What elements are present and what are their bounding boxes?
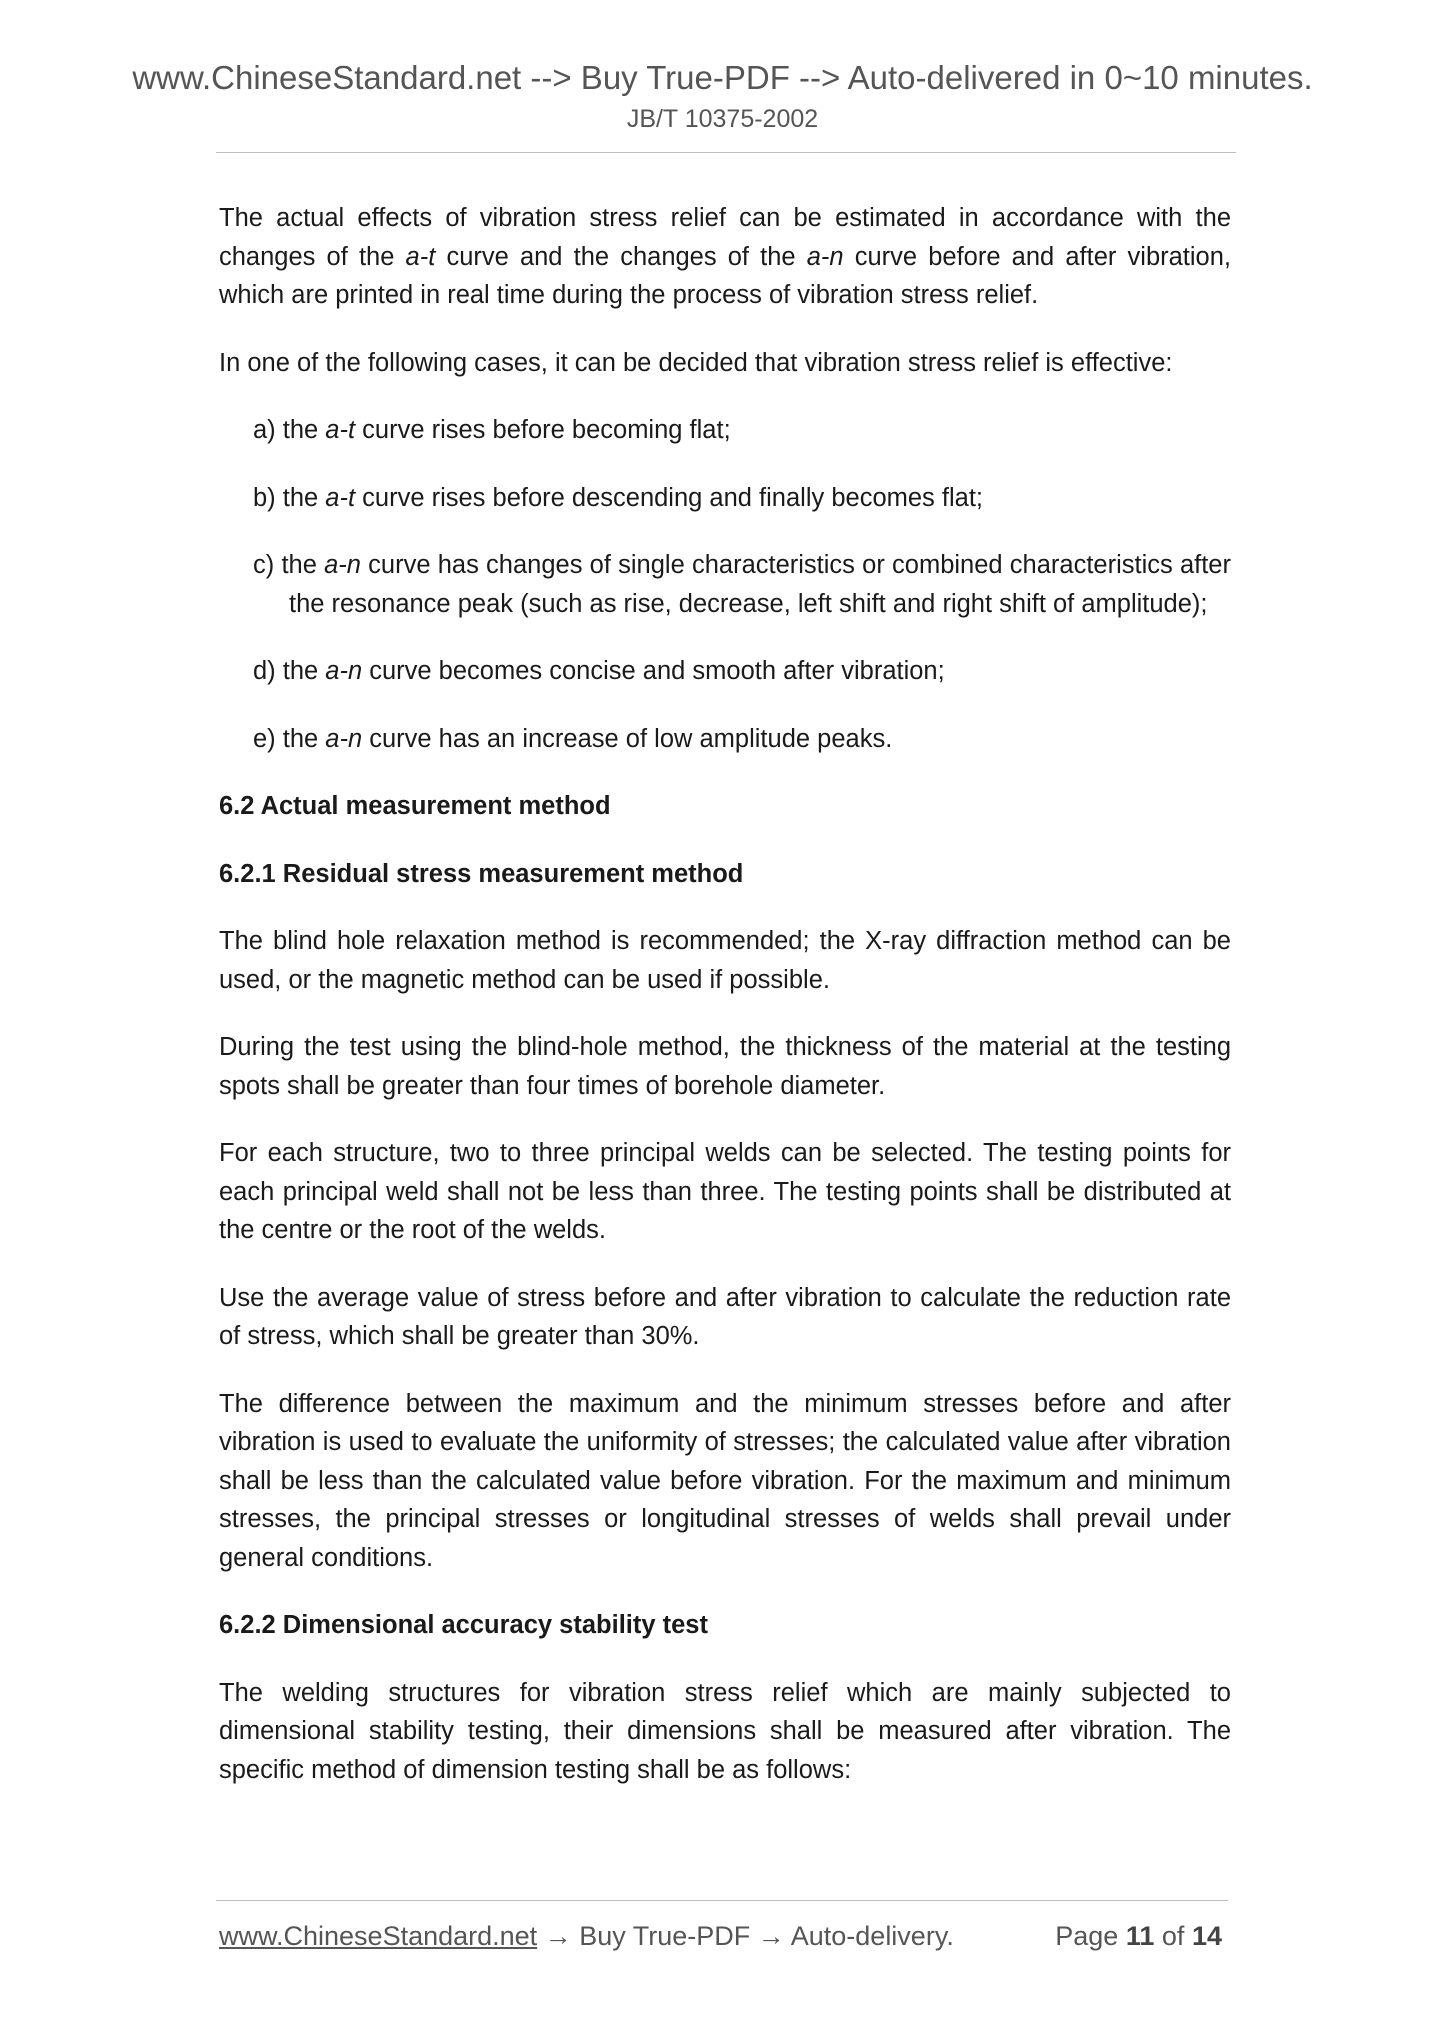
paragraph-principal-welds: For each structure, two to three principal welds can be selected. The testing points for each principal weld shall not be less than three. The testing points shall be distributed at the centre or the root of the welds. — [219, 1139, 1231, 1244]
header-banner: www.ChineseStandard.net --> Buy True-PDF --> Auto-delivered in 0~10 minutes. — [132, 59, 1313, 96]
list-item-prefix: b) the — [253, 483, 326, 512]
paragraph-effective-cases: In one of the following cases, it can be decided that vibration stress relief is effective: — [219, 348, 1173, 377]
italic-curve-term: a-n — [806, 242, 844, 271]
italic-curve-term: a-n — [325, 724, 363, 753]
list-item-b — [219, 479, 1231, 518]
document-code: JB/T 10375-2002 — [626, 105, 819, 133]
paragraph-reduction-rate: Use the average value of stress before and after vibration to calculate the reduction rate of stress, which shall be greater than 30%. — [219, 1283, 1231, 1350]
heading-6-2: 6.2 Actual measurement method — [219, 792, 611, 820]
footer-promo — [219, 1918, 954, 1954]
list-item-text: curve rises before descending and finally becomes flat; — [355, 483, 983, 512]
header-divider — [216, 152, 1236, 153]
italic-curve-term: a-t — [325, 416, 356, 444]
list-item-prefix: c) the — [253, 551, 325, 579]
italic-curve-term: a-t — [325, 483, 356, 512]
footer-promo-text: → Buy True-PDF → Auto-delivery. — [537, 1921, 954, 1951]
footer-site-link[interactable]: www.ChineseStandard.net — [219, 1921, 538, 1951]
of-label: of — [1161, 1921, 1185, 1951]
italic-curve-term: a-n — [325, 657, 363, 685]
heading-6-2-2: 6.2.2 Dimensional accuracy stability test — [219, 1611, 708, 1639]
list-item-text: curve has an increase of low amplitude peaks. — [362, 724, 893, 753]
paragraph-stress-uniformity: The difference between the maximum and the minimum stresses before and after vibration is used to evaluate the uniformity of stresses; the calculated value after vibration shall be less than the calculated value before vibration. For the maximum and minimum stresses, the principal stresses or longitudinal stresses of welds shall prevail under general conditions. — [219, 1389, 1231, 1572]
page-label: Page — [1055, 1921, 1119, 1951]
italic-curve-term: a-t — [405, 242, 436, 271]
list-item-prefix: e) the — [253, 724, 326, 753]
italic-curve-term: a-n — [324, 551, 361, 579]
list-item-d — [219, 652, 1231, 691]
document-body — [219, 199, 1231, 1818]
paragraph-vibration-effects — [219, 199, 1231, 315]
total-page-count: 14 — [1191, 1921, 1222, 1951]
paragraph-dimension-testing: The welding structures for vibration stress relief which are mainly subjected to dimensional stability testing, their dimensions shall be measured after vibration. The specific method of dimension testing shall be as follows: — [219, 1678, 1231, 1784]
paragraph-material-thickness: During the test using the blind-hole method, the thickness of the material at the testing spots shall be greater than four times of borehole diameter. — [219, 1033, 1231, 1100]
list-item-c — [219, 546, 1231, 623]
list-item-text: curve rises before becoming flat; — [355, 416, 731, 444]
page-number — [1055, 1918, 1222, 1954]
heading-6-2-1: 6.2.1 Residual stress measurement method — [219, 859, 744, 888]
list-item-prefix: a) the — [253, 416, 326, 444]
footer-divider — [216, 1900, 1228, 1901]
text-run: curve before and after vibration, which are printed in real time during the process of vibration stress relief. — [219, 242, 1231, 309]
current-page-number: 11 — [1125, 1921, 1155, 1951]
list-item-e — [219, 720, 1231, 759]
list-item-prefix: d) the — [253, 657, 326, 685]
paragraph-blind-hole-method: The blind hole relaxation method is recommended; the X-ray diffraction method can be used, or the magnetic method can be used if possible. — [219, 927, 1231, 994]
list-item-text: curve becomes concise and smooth after vibration; — [362, 657, 945, 685]
text-run: The actual effects of vibration stress relief can be estimated in accordance with the changes of the — [219, 204, 1231, 271]
text-run: curve and the changes of the — [435, 242, 807, 271]
list-item-a — [219, 411, 1231, 450]
list-item-text: curve has changes of single characteristics or combined characteristics after the resonance peak (such as rise, decrease, left shift and right shift of amplitude); — [289, 551, 1231, 618]
page-footer — [219, 1918, 1222, 1954]
